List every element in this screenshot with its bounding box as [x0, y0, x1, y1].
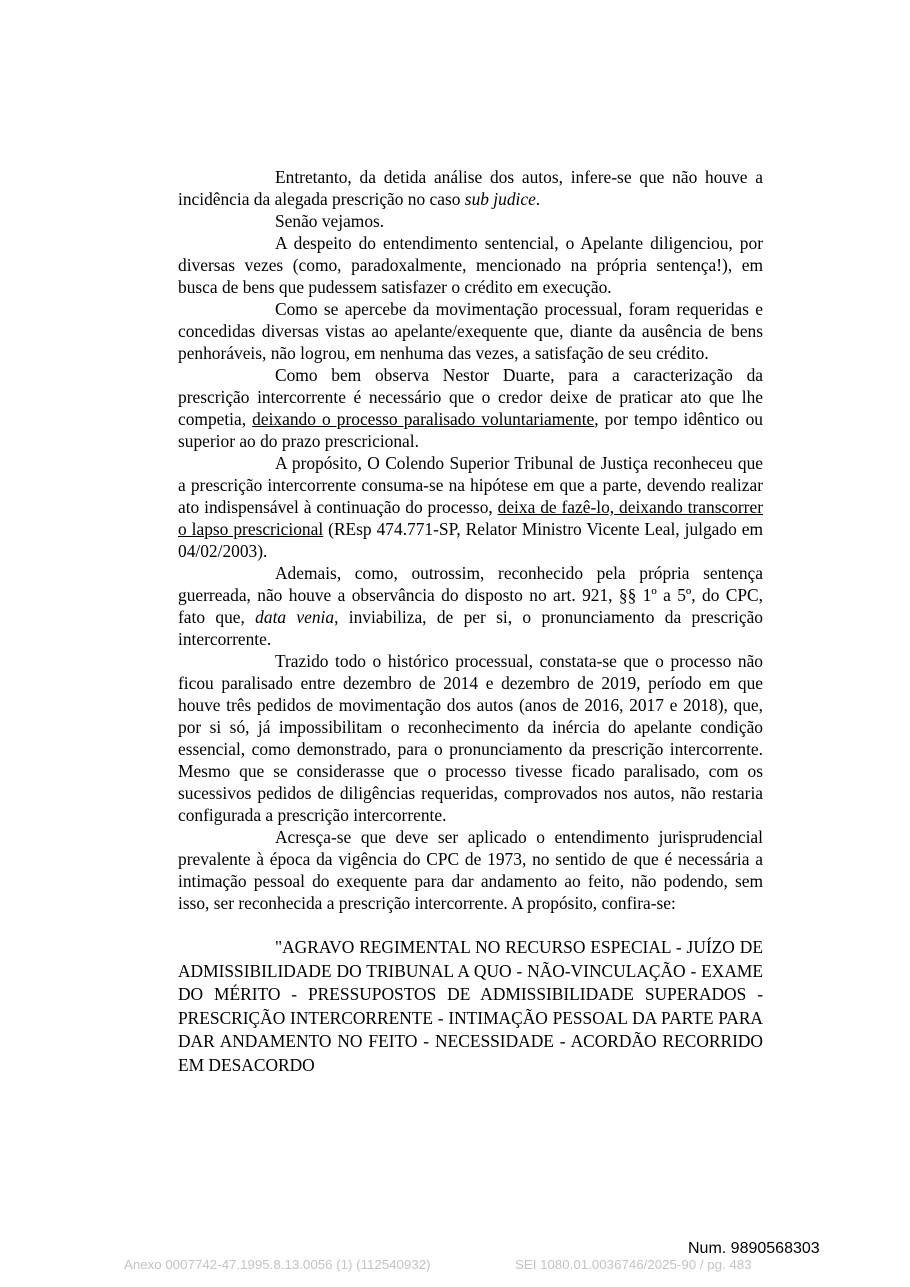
document-number: Num. 9890568303 — [688, 1240, 820, 1257]
paragraph: A despeito do entendimento sentencial, o Apelante diligenciou, por diversas vezes (como, paradoxalmente, mencionado na própria sentença!), em busca de bens que pudessem satisfazer o crédito em execução. — [178, 233, 763, 297]
paragraph: Como bem observa Nestor Duarte, para a caracterização da prescrição intercorrente é necessário que o credor deixe de praticar ato que lhe competia, deixando o processo paralisado voluntariamente, por tempo idêntico ou superior ao do prazo prescricional. — [178, 365, 763, 451]
quoted-ementa: "AGRAVO REGIMENTAL NO RECURSO ESPECIAL - JUÍZO DE ADMISSIBILIDADE DO TRIBUNAL A QUO - NÃO-VINCULAÇÃO - EXAME DO MÉRITO - PRESSUPOSTOS DE ADMISSIBILIDADE SUPERADOS - PRESCRIÇÃO INTERCORRENTE - INTIMAÇÃO PESSOAL DA PARTE PARA DAR ANDAMENTO NO FEITO - NECESSIDADE - ACORDÃO RECORRIDO EM DESACORDO — [178, 937, 763, 1075]
document-body — [178, 166, 763, 1077]
paragraph: A propósito, O Colendo Superior Tribunal de Justiça reconheceu que a prescrição intercorrente consuma-se na hipótese em que a parte, devendo realizar ato indispensável à continuação do processo, deixa de fazê-lo, deixando transcorrer o lapso prescricional (REsp 474.771-SP, Relator Ministro Vicente Leal, julgado em 04/02/2003). — [178, 453, 763, 561]
paragraph: Entretanto, da detida análise dos autos, infere-se que não houve a incidência da alegada prescrição no caso sub judice. — [178, 167, 763, 209]
paragraph: Senão vejamos. — [275, 211, 385, 231]
paragraph: Ademais, como, outrossim, reconhecido pela própria sentença guerreada, não houve a observância do disposto no art. 921, §§ 1º a 5º, do CPC, fato que, data venia, inviabiliza, de per si, o pronunciamento da prescrição intercorrente. — [178, 563, 763, 649]
paragraph: Trazido todo o histórico processual, constata-se que o processo não ficou paralisado entre dezembro de 2014 e dezembro de 2019, período em que houve três pedidos de movimentação dos autos (anos de 2016, 2017 e 2018), que, por si só, já impossibilitam o reconhecimento da inércia do apelante condição essencial, como demonstrado, para o pronunciamento da prescrição intercorrente. Mesmo que se considerasse que o processo tivesse ficado paralisado, com os sucessivos pedidos de diligências requeridas, comprovados nos autos, não restaria configurada a prescrição intercorrente. — [178, 651, 763, 825]
sei-page-stamp: SEI 1080.01.0036746/2025-90 / pg. 483 — [515, 1257, 752, 1272]
paragraph: Acresça-se que deve ser aplicado o entendimento jurisprudencial prevalente à época da vigência do CPC de 1973, no sentido de que é necessária a intimação pessoal do exequente para dar andamento ao feito, não podendo, sem isso, ser reconhecida a prescrição intercorrente. A propósito, confira-se: — [178, 827, 763, 913]
annex-stamp: Anexo 0007742-47.1995.8.13.0056 (1) (112540932) — [124, 1257, 431, 1272]
paragraph: Como se apercebe da movimentação processual, foram requeridas e concedidas diversas vistas ao apelante/exequente que, diante da ausência de bens penhoráveis, não logrou, em nenhuma das vezes, a satisfação de seu crédito. — [178, 299, 763, 363]
